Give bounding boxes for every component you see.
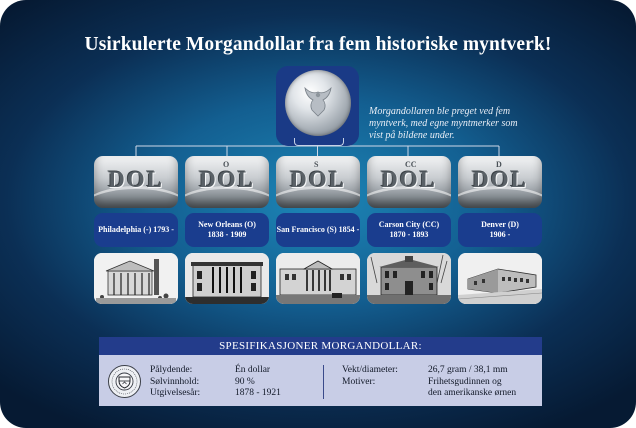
mint-name: Carson City (CC) — [378, 219, 440, 229]
mint-label — [185, 213, 269, 247]
denver-mint-image — [458, 253, 542, 304]
mint-name: Philadelphia (-) 1793 - — [98, 224, 174, 234]
mint-years: 1906 - — [489, 230, 511, 239]
building-photo-icon — [458, 253, 542, 304]
spec-divider — [323, 365, 324, 399]
san-francisco-mint-image — [276, 253, 360, 304]
building-photo-icon — [367, 253, 451, 304]
mint-label — [276, 213, 360, 247]
spec-value-silver: 90 % — [235, 376, 255, 387]
spec-label-weight: Vekt/diameter: — [342, 365, 398, 375]
seal-emblem-icon — [109, 366, 140, 397]
spec-value-motifs-cont: den amerikanske ørnen — [428, 388, 517, 398]
building-engraving-icon — [94, 253, 178, 304]
coin-closeup-image — [276, 156, 360, 208]
coin-legend-text: DOL — [472, 167, 528, 192]
coin-legend-text: DOL — [290, 167, 346, 192]
specifications-panel — [99, 337, 542, 406]
spec-label-motifs: Motiver: — [342, 376, 376, 387]
page-title: Usirkulerte Morgandollar fra fem historiske myntverk! — [84, 34, 552, 55]
mint-label — [367, 213, 451, 247]
morgan-dollar-reverse-image — [285, 70, 351, 136]
mint-years: 1838 - 1909 — [207, 230, 247, 239]
mint-mark: S — [314, 160, 319, 169]
mint-name: Denver (D) — [481, 219, 519, 229]
spec-value-face-value: Én dollar — [235, 365, 271, 375]
eagle-icon — [303, 86, 333, 120]
mint-name: San Francisco (S) 1854 - — [276, 224, 360, 234]
coin-legend-text: DOL — [381, 167, 437, 192]
spec-label-face-value: Pålydende: — [150, 365, 193, 375]
specifications-heading: SPESIFIKASJONER MORGANDOLLAR: — [99, 337, 542, 355]
mint-years: 1870 - 1893 — [389, 230, 429, 239]
mint-name: New Orleans (O) — [198, 219, 256, 229]
spec-value-motifs: Frihetsgudinnen og — [428, 376, 502, 387]
mint-label — [94, 213, 178, 247]
mint-caption: Morgandollaren ble preget ved fem myntverk, med egne myntmerker som vist på bildene under. — [369, 106, 518, 141]
coin-legend-text: DOL — [199, 167, 255, 192]
spec-value-issue-years: 1878 - 1921 — [235, 388, 281, 398]
coin-closeup-image — [458, 156, 542, 208]
center-box-bracket — [294, 138, 344, 146]
new-orleans-mint-image — [185, 253, 269, 304]
mint-mark: O — [223, 160, 230, 169]
philadelphia-mint-image — [94, 253, 178, 304]
mint-label — [458, 213, 542, 247]
coin-legend-text: DOL — [108, 167, 164, 192]
mint-mark: CC — [405, 160, 417, 169]
building-photo-icon — [276, 253, 360, 304]
coin-closeup-image — [185, 156, 269, 208]
coin-closeup-image — [367, 156, 451, 208]
spec-label-issue-years: Utgivelsesår: — [150, 388, 201, 398]
spec-label-silver: Sølvinnhold: — [150, 376, 200, 387]
carson-city-mint-image — [367, 253, 451, 304]
building-photo-icon — [185, 253, 269, 304]
spec-value-weight: 26,7 gram / 38,1 mm — [428, 365, 508, 375]
coin-closeup-image — [94, 156, 178, 208]
center-coin-box — [276, 66, 359, 146]
mint-mark: D — [496, 160, 502, 169]
treasury-seal-icon — [108, 365, 141, 398]
